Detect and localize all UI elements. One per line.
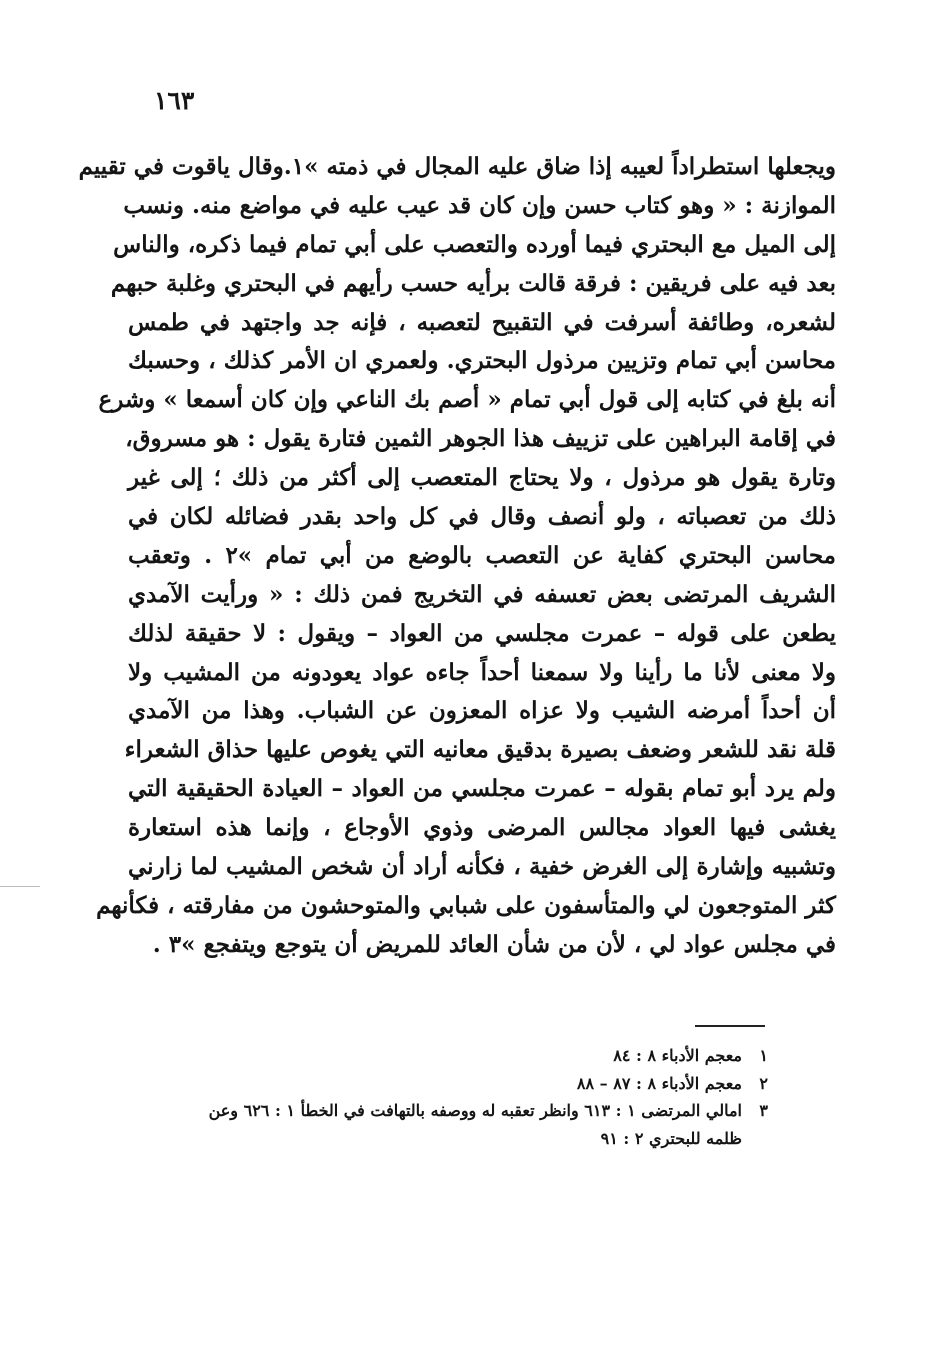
text-line: ولا معنى لأنا ما رأينا ولا سمعنا أحداً جاءه عواد يعودونه من المشيب ولا [128, 658, 836, 686]
text-line: بعد فيه على فريقين : فرقة قالت برأيه حسب رأيهم في البحتري وغلبة حبهم [110, 269, 836, 297]
text-line: يغشى فيها العواد مجالس المرضى وذوي الأوجاع ، وإنما هذه استعارة [128, 814, 836, 842]
footnote-number: ٢ [759, 1073, 768, 1093]
text-line: الموازنة : « وهو كتاب حسن وإن كان قد عيب عليه في مواضع منه. ونسب [123, 191, 836, 219]
footnote [128, 1042, 768, 1070]
text-line: في مجلس عواد لي ، لأن من شأن العائد للمريض أن يتوجع ويتفجع »٣ . [152, 930, 836, 958]
footnote-text: ظلمه للبحتري ٢ : ٩١ [600, 1128, 742, 1148]
footnote [128, 1070, 768, 1098]
text-line: أن أحداً أمرضه الشيب ولا عزاه المعزون عن الشباب. وهذا من الآمدي [128, 697, 836, 725]
text-line: ذلك من تعصباته ، ولو أنصف وقال في كل واحد بقدر فضائله لكان في [128, 503, 836, 531]
footnote-number: ٣ [759, 1101, 768, 1120]
footnote-text: معجم الأدباء ٨ : ٨٧ – ٨٨ [576, 1073, 742, 1093]
text-line: قلة نقد للشعر وضعف بصيرة بدقيق معانيه التي يغوص عليها حذاق الشعراء [124, 736, 836, 764]
footnote-text: معجم الأدباء ٨ : ٨٤ [613, 1046, 742, 1065]
footnote-separator [695, 1025, 765, 1027]
text-line: وتشبيه وإشارة إلى الغرض خفية ، فكأنه أراد أن شخص المشيب لما زارني [128, 853, 836, 881]
text-line: محاسن أبي تمام وتزيين مرذول البحتري. ولعمري ان الأمر كذلك ، وحسبك [128, 347, 836, 375]
footnotes [128, 1042, 768, 1152]
text-line: كثر المتوجعون لي والمتأسفون على شبابي والمتوحشون من مفارقته ، فكأنهم [96, 891, 836, 919]
page-number: ١٦٣ [154, 86, 195, 115]
main-text [78, 148, 836, 965]
text-line: وتارة يقول هو مرذول ، ولا يحتاج المتعصب إلى أكثر من ذلك ؛ إلى غير [128, 464, 836, 492]
text-line: الشريف المرتضى بعض تعسفه في التخريج فمن ذلك : « ورأيت الآمدي [128, 580, 836, 608]
scan-margin-mark [0, 886, 40, 887]
footnote [128, 1097, 768, 1125]
text-line: ولم يرد أبو تمام بقوله – عمرت مجلسي من العواد – العيادة الحقيقية التي [128, 775, 836, 803]
text-line: أنه بلغ في كتابه إلى قول أبي تمام « أصم بك الناعي وإن كان أسمعا » وشرع [98, 386, 836, 414]
text-line: لشعره، وطائفة أسرفت في التقبيح لتعصبه ، فإنه جد واجتهد في طمس [128, 308, 836, 336]
text-line: في إقامة البراهين على تزييف هذا الجوهر الثمين فتارة يقول : هو مسروق، [125, 425, 836, 453]
text-line: محاسن البحتري كفاية عن التعصب بالوضع من أبي تمام »٢ . وتعقب [128, 541, 836, 569]
footnote-continuation [128, 1125, 768, 1153]
text-line: يطعن على قوله – عمرت مجلسي من العواد – ويقول : لا حقيقة لذلك [128, 619, 836, 647]
footnote-text: امالي المرتضى ١ : ٦١٣ وانظر تعقبه له ووصفه بالتهافت في الخطأ ١ : ٦٢٦ وعن [208, 1101, 742, 1120]
text-line: إلى الميل مع البحتري فيما أورده والتعصب على أبي تمام فيما ذكره، والناس [113, 230, 836, 258]
text-line: ويجعلها استطراداً لعيبه إذا ضاق عليه المجال في ذمته »١.وقال ياقوت في تقييم [78, 153, 836, 180]
footnote-number: ١ [759, 1046, 768, 1065]
